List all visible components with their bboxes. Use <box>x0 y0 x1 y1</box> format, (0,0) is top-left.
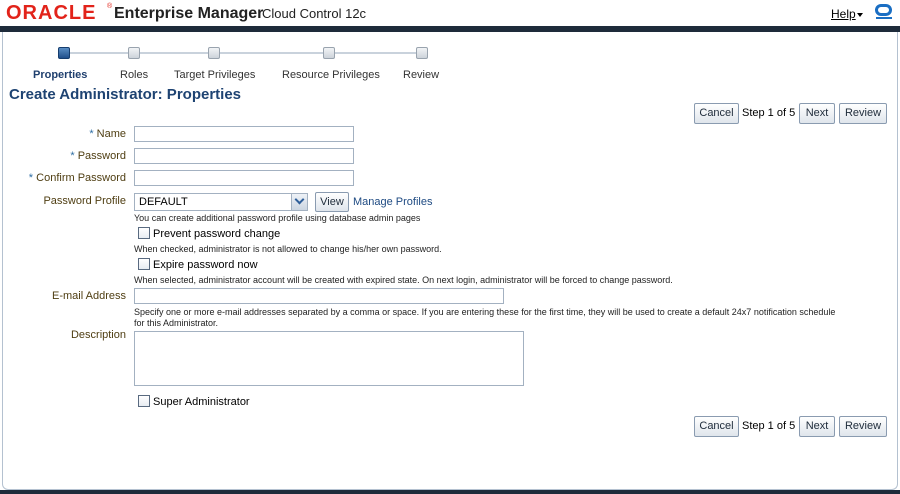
password-profile-label: Password Profile <box>43 195 126 207</box>
password-label <box>70 150 126 162</box>
view-profile-button[interactable]: View <box>315 192 349 212</box>
expire-password-hint: When selected, administrator account will be created with expired state. On next login, administrator will be forced to change password. <box>134 275 673 285</box>
next-button-top[interactable]: Next <box>799 103 835 124</box>
train-label-properties[interactable]: Properties <box>33 69 88 81</box>
train-connector <box>64 52 422 54</box>
global-header <box>0 0 900 26</box>
help-menu[interactable]: Help <box>831 7 856 21</box>
required-marker: * <box>89 128 94 140</box>
train-step-review[interactable] <box>416 47 428 59</box>
chevron-down-icon[interactable] <box>857 13 863 17</box>
next-button-bottom[interactable]: Next <box>799 416 835 437</box>
password-profile-select[interactable] <box>134 193 308 211</box>
email-hint-line1: Specify one or more e-mail addresses separated by a comma or space. If you are entering these for the first time, they will be used to create a default 24x7 notification schedule <box>134 307 836 317</box>
email-input[interactable] <box>134 288 504 304</box>
prevent-password-change-checkbox[interactable] <box>138 227 150 239</box>
footer-band <box>0 490 900 494</box>
review-button-top[interactable]: Review <box>839 103 887 124</box>
oracle-logo: ORACLE <box>6 2 97 24</box>
review-button-bottom[interactable]: Review <box>839 416 887 437</box>
train-step-resource-privileges[interactable] <box>323 47 335 59</box>
profile-hint: You can create additional password profile using database admin pages <box>134 213 421 223</box>
registered-mark: ® <box>107 3 113 10</box>
train-label-resource-privileges[interactable]: Resource Privileges <box>282 69 380 81</box>
oracle-o-icon <box>875 4 892 16</box>
required-marker: * <box>28 172 34 184</box>
confirm-password-label-text: Confirm Password <box>36 172 126 184</box>
expire-password-label[interactable]: Expire password now <box>153 259 258 271</box>
train-label-review[interactable]: Review <box>403 69 440 81</box>
description-label: Description <box>70 329 126 341</box>
password-label-text: Password <box>77 150 126 162</box>
train-step-roles[interactable] <box>128 47 140 59</box>
product-name: Enterprise Manager <box>114 5 264 22</box>
required-marker: * <box>70 150 75 162</box>
cancel-button-bottom[interactable]: Cancel <box>694 416 739 437</box>
prevent-password-change-label[interactable]: Prevent password change <box>153 228 281 240</box>
name-label <box>89 128 126 140</box>
email-label: E-mail Address <box>52 290 126 302</box>
step-indicator-bottom: Step 1 of 5 <box>742 420 796 432</box>
page-title: Create Administrator: Properties <box>9 86 242 103</box>
name-input[interactable] <box>134 126 354 142</box>
prevent-password-change-hint: When checked, administrator is not allowed to change his/her own password. <box>134 244 442 254</box>
chevron-down-icon[interactable] <box>291 194 307 210</box>
name-label-text: Name <box>96 128 126 140</box>
confirm-password-label <box>29 172 126 184</box>
oracle-o-underline <box>876 17 892 19</box>
cancel-button-top[interactable]: Cancel <box>694 103 739 124</box>
train-label-roles[interactable]: Roles <box>120 69 149 81</box>
product-edition: Cloud Control 12c <box>262 6 367 21</box>
password-input[interactable] <box>134 148 354 164</box>
step-indicator-top: Step 1 of 5 <box>742 107 796 119</box>
train-step-properties[interactable] <box>58 47 70 59</box>
manage-profiles-link[interactable]: Manage Profiles <box>353 196 433 208</box>
confirm-password-input[interactable] <box>134 170 354 186</box>
super-admin-label[interactable]: Super Administrator <box>153 396 250 408</box>
train-step-target-privileges[interactable] <box>208 47 220 59</box>
email-hint-line2: for this Administrator. <box>134 318 219 328</box>
password-profile-selected: DEFAULT <box>139 196 188 208</box>
expire-password-checkbox[interactable] <box>138 258 150 270</box>
train-label-target-privileges[interactable]: Target Privileges <box>174 69 256 81</box>
super-admin-checkbox[interactable] <box>138 395 150 407</box>
description-textarea[interactable] <box>134 331 524 386</box>
